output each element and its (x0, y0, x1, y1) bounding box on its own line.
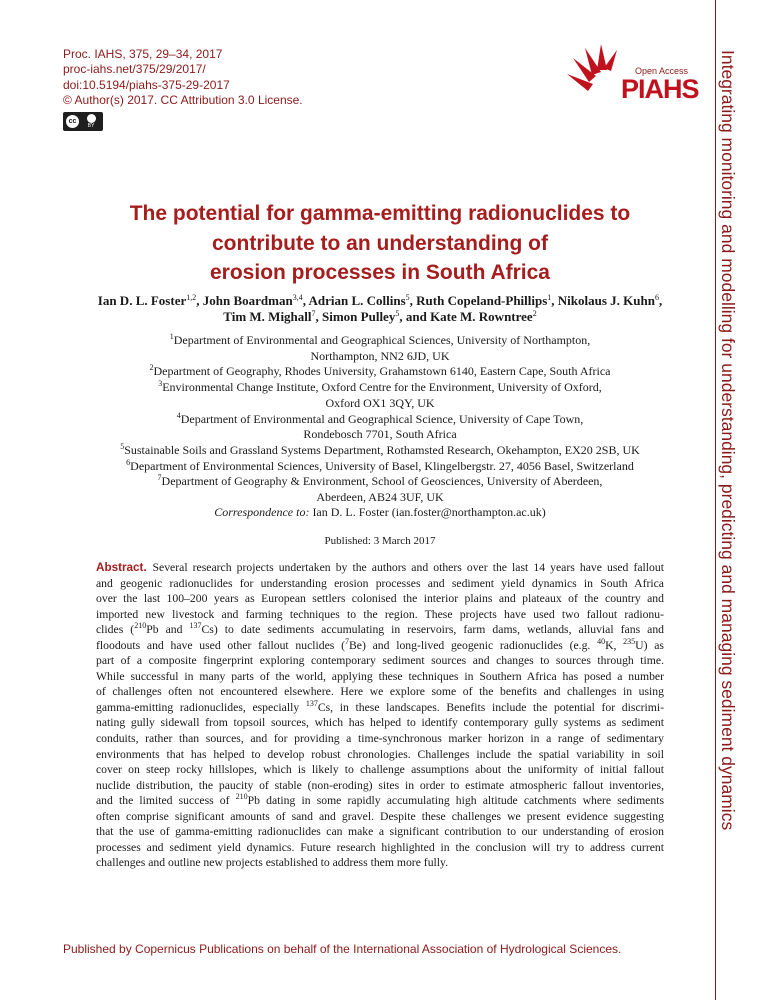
sidebar-divider (715, 0, 716, 1000)
affiliation-cont: Northampton, NN2 6JD, UK (310, 348, 450, 363)
affiliation-cont: Aberdeen, AB24 3UF, UK (316, 490, 444, 505)
cc-by-badge[interactable] (63, 112, 103, 131)
author: Nikolaus J. Kuhn$^6$ (557, 293, 659, 308)
abstract-line: conduits, rather than sources, and for providing a time-synchronous marker horizon in a range of sedimentary (96, 732, 664, 746)
affiliation: $^1$Department of Environmental and Geographical Sciences, University of Northampton, (169, 332, 591, 347)
citation: Proc. IAHS, 375, 29–34, 2017 (63, 47, 223, 61)
author-line-2: Tim M. Mighall$^7$, Simon Pulley$^5$, and Kate M. Rowntree$^2$ (223, 309, 537, 324)
abstract-line: part of a composite fingerprint exploring contemporary sediment sources and changes to sources through time. (96, 654, 664, 668)
author: Ian D. L. Foster$^{1,2}$ (97, 293, 197, 308)
abstract-line: floodouts and have used other fallout nuclides ($^7$Be) and long-lived geogenic radionuclides (e.g. $^{40}$K, $^{235}$U) as (96, 636, 664, 652)
abstract-line: nating gully sidewall from topsoil sources, which has helped to identify contemporary gully systems as sediment (96, 716, 664, 730)
abstract-line: environments that has helped to develop robust chronologies. Challenges include the spatial variability in soil (96, 747, 664, 761)
author-line-1: Ian D. L. Foster$^{1,2}$, John Boardman$^{3,4}$, Adrian L. Collins$^5$, Ruth Copeland-Phillips$^1$, Nikolaus J. Kuhn$^6$, (97, 293, 663, 308)
abstract-line: While successful in many parts of the world, applying these techniques in Southern Africa has posed a number (96, 669, 664, 683)
published-date: Published: 3 March 2017 (324, 535, 436, 547)
affiliation: $^4$Department of Environmental and Geographical Science, University of Cape Town, (176, 410, 584, 426)
title-line: contribute to an understanding of (212, 231, 548, 255)
logo-wordmark: PIAHS (621, 74, 699, 104)
journal-header (63, 47, 303, 109)
correspondence-email[interactable]: Ian D. L. Foster (ian.foster@northampton.ac.uk) (312, 505, 546, 519)
author: Ruth Copeland-Phillips$^1$ (416, 293, 552, 308)
abstract-line: and geogenic radionuclides for understanding erosion processes and sediment yield dynamics in South Africa (96, 576, 664, 590)
sidebar-issue-title: Integrating monitoring and modelling for understanding, predicting and managing sediment dynamics (718, 50, 738, 831)
abstract-line: gamma-emitting radionuclides, especially $^{137}$Cs, in these landscapes. Benefits include the potential for discrimi- (96, 698, 664, 714)
author: Adrian L. Collins$^5$ (308, 293, 410, 308)
author: Tim M. Mighall$^7$ (223, 309, 316, 324)
abstract-line: cover on steep rocky hillslopes, which is likely to challenge assumptions about the uniformity of initial fallout (96, 763, 664, 777)
abstract-line: Abstract. Several research projects undertaken by the authors and others over the last 14 years have used fallout (96, 561, 664, 574)
affiliation-list (60, 333, 700, 506)
abstract-line: that the use of gamma-emitting radionuclides can make a significant contribution to our understanding of erosion (96, 825, 664, 839)
journal-url[interactable]: proc-iahs.net/375/29/2017/ (63, 62, 206, 77)
affiliation: $^3$Environmental Change Institute, Oxford Centre for the Environment, University of Oxford, (158, 379, 602, 395)
correspondence-label: Correspondence to: (214, 505, 310, 519)
author: John Boardman$^{3,4}$ (202, 293, 303, 308)
paper-title (80, 199, 680, 288)
correspondence (60, 505, 700, 520)
abstract-line: of challenges often not encountered elsewhere. Here we explore some of the benefits and challenges in using (96, 685, 664, 699)
abstract-line: processes and sediment yield dynamics. Future research highlighted in the conclusion will try to address current (96, 840, 664, 854)
affiliation: $^6$Department of Environmental Sciences, University of Basel, Klingelbergstr. 27, 4056 Basel, Switzerland (126, 457, 634, 473)
abstract-line: imported new livestock and farming techniques to the region. These projects have used two fallout radionu- (96, 607, 664, 621)
abstract (96, 560, 664, 871)
abstract-line: clides ($^{210}$Pb and $^{137}$Cs) to date sediments accumulating in reservoirs, farm dams, wetlands, alluvial fans and (96, 621, 665, 637)
open-access-label: Open Access (635, 66, 689, 76)
title-line: erosion processes in South Africa (210, 261, 550, 284)
affiliation-cont: Oxford OX1 3QY, UK (325, 395, 435, 410)
affiliation-cont: Rondebosch 7701, South Africa (303, 427, 457, 442)
author-list (70, 293, 690, 325)
abstract-line: nuclide distribution, the paucity of stable (non-eroding) sites in order to estimate atmospheric fallout inventories, (96, 778, 664, 792)
abstract-line: often comprise significant amounts of sand and gravel. Despite these challenges we present evidence suggesting (96, 809, 664, 823)
author: Kate M. Rowntree$^2$ (430, 309, 537, 324)
abstract-label: Abstract. (96, 561, 147, 574)
doi-link[interactable]: doi:10.5194/piahs-375-29-2017 (63, 77, 230, 92)
license-text: © Author(s) 2017. CC Attribution 3.0 License. (63, 93, 303, 108)
affiliation: $^2$Department of Geography, Rhodes University, Grahamstown 6140, Eastern Cape, South Africa (149, 363, 611, 379)
affiliation: $^5$Sustainable Soils and Grassland Systems Department, Rothamsted Research, Okehampton, EX20 2SB, UK (120, 441, 640, 457)
title-line: The potential for gamma-emitting radionuclides to (129, 202, 631, 225)
piahs-logo (563, 44, 703, 106)
affiliation: $^7$Department of Geography & Environment, School of Geosciences, University of Aberdeen, (157, 473, 603, 489)
abstract-line: challenges and outline new projects established to address them more fully. (96, 856, 449, 870)
abstract-line: over the last 100–200 years as European settlers colonised the interior plains and plateaux of the country and (96, 592, 664, 606)
publisher-footer: Published by Copernicus Publications on behalf of the International Association of Hydrological Sciences. (63, 942, 622, 956)
abstract-line: and the limited success of $^{210}$Pb dating in some rapidly accumulating high altitude catchments where sediments (96, 792, 664, 808)
cc-icon: cc (66, 115, 79, 128)
attribution-icon: BY (81, 114, 101, 129)
author: Simon Pulley$^5$ (322, 309, 400, 324)
